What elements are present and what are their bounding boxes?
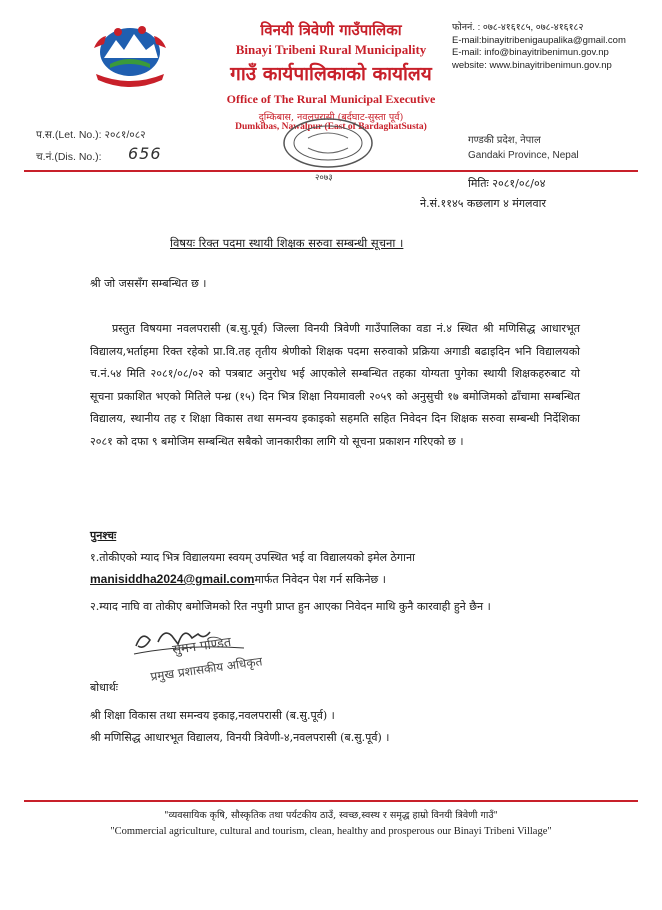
school-email: manisiddha2024@gmail.com bbox=[90, 572, 255, 586]
postscript-item-2: २.म्याद नाघि वा तोकीए बमोजिमको रित नपुगी प्राप्त हुन आएका निवेदन माथि कुनै कारवाही हुने छैन । bbox=[90, 600, 491, 613]
email-secondary: E-mail: info@binayitribenimun.gov.np bbox=[452, 47, 609, 58]
cc-item-2: श्री मणिसिद्ध आधारभूत विद्यालय, विनयी त्रिवेणी-४,नवलपरासी (ब.सु.पूर्व) । bbox=[90, 731, 390, 744]
header-divider bbox=[24, 170, 638, 172]
phone-numbers: फोननं. : ०७८-४१६१८५, ०७८-४१६१८२ bbox=[452, 22, 584, 33]
postscript-item-1-tail: मार्फत निवेदन पेश गर्न सकिनेछ । bbox=[254, 573, 386, 586]
slogan-en: "Commercial agriculture, cultural and tourism, clean, healthy and prosperous our Binayi Tribeni Village" bbox=[110, 826, 552, 837]
date-bs: मितिः २०८१/०८/०४ bbox=[468, 177, 546, 190]
stamp-year: २०७३ bbox=[315, 173, 333, 183]
letter-number: प.स.(Let. No.): २०८१/०८२ bbox=[36, 129, 146, 141]
postscript-item-1-cont bbox=[90, 572, 580, 587]
municipality-name-np: विनयी त्रिवेणी गाउँपालिका bbox=[260, 21, 402, 39]
cc-item-1: श्री शिक्षा विकास तथा समन्वय इकाइ,नवलपरासी (ब.सु.पूर्व) । bbox=[90, 709, 335, 722]
province-en: Gandaki Province, Nepal bbox=[468, 150, 579, 161]
cc-label: बोधार्थः bbox=[90, 681, 118, 694]
address-np: दुम्किबास, नवलपरासी (बर्दघाट-सुस्ता पूर्व) bbox=[258, 112, 404, 123]
email-primary: E-mail:binayitribenigaupalika@gmail.com bbox=[452, 34, 626, 46]
office-stamp-icon bbox=[278, 116, 378, 170]
letter-subject: विषयः रिक्त पदमा स्थायी शिक्षक सरुवा सम्बन्धी सूचना । bbox=[170, 236, 404, 250]
office-name-en: Office of The Rural Municipal Executive bbox=[226, 92, 436, 106]
address-en: Dumkibas, Nawalpur (East of BardaghatSusta) bbox=[235, 122, 427, 132]
signatory-name: सुमन पण्डित bbox=[171, 634, 233, 659]
footer-divider bbox=[24, 800, 638, 802]
date-nepal-sambat: ने.सं.११४५ कछलाग ४ मंगलवार bbox=[420, 197, 546, 210]
dispatch-label: च.नं.(Dis. No.): bbox=[36, 151, 102, 163]
dispatch-number: 656 bbox=[128, 144, 162, 163]
postscript-label: पुनश्चः bbox=[90, 529, 117, 542]
salutation: श्री जो जससँग सम्बन्धित छ । bbox=[90, 277, 207, 290]
slogan-np: "व्यवसायिक कृषि, सौस्कृतिक तथा पर्यटकीय ठाउँ, स्वच्छ,स्वस्थ र समृद्ध हाम्रो विनयी त्रिवेणी गाउँ" bbox=[164, 810, 498, 821]
municipality-name-en: Binayi Tribeni Rural Municipality bbox=[235, 42, 427, 57]
province-np: गण्डकी प्रदेश, नेपाल bbox=[468, 135, 541, 146]
letter-body: प्रस्तुत विषयमा नवलपरासी (ब.सु.पूर्व) जिल्ला विनयी त्रिवेणी गाउँपालिका वडा नं.४ स्थित श्री मणिसिद्ध आधारभूत विद्यालय,भर्ताहमा रिक्त रहेको प्रा.वि.तह तृतीय श्रेणीको शिक्षक पदमा सरुवाको प्रक्रिया अगाडी बढाइदिन भनि विद्यालयको च.नं.५४ मिति २०८१/०८/०२ को पत्रबाट अनुरोध भई आएकोले सम्बन्धित तहका योग्यता पुगेका स्थायी शिक्षकहरुबाट यो सूचना प्रकाशित भएको मितिले पन्ध्र (१५) दिन भित्र शिक्षा नियमावली २०५९ को अनुसुची १७ बमोजिमको ढाँचामा सम्बन्धित विद्यालय, स्थानीय तह र शिक्षा विकास तथा समन्वय इकाइको सहमति सहित निवेदन दिन शिक्षक सरुवा सम्बन्धी निर्देशिका २०८१ को दफा ९ बमोजिम सम्बन्धित सबैको जानकारीका लागि यो सूचना प्रकाशन गरिएको छ । bbox=[90, 322, 580, 448]
contact-block bbox=[452, 22, 626, 72]
signatory-designation: प्रमुख प्रशासकीय अधिकृत bbox=[149, 654, 264, 684]
office-name-np: गाउँ कार्यपालिकाको कार्यालय bbox=[230, 63, 432, 85]
website: website: www.binayitribenimun.gov.np bbox=[452, 59, 612, 71]
postscript-item-1: १.तोकीएको म्याद भित्र विद्यालयमा स्वयम् उपस्थित भई वा विद्यालयको इमेल ठेगाना bbox=[90, 551, 415, 564]
